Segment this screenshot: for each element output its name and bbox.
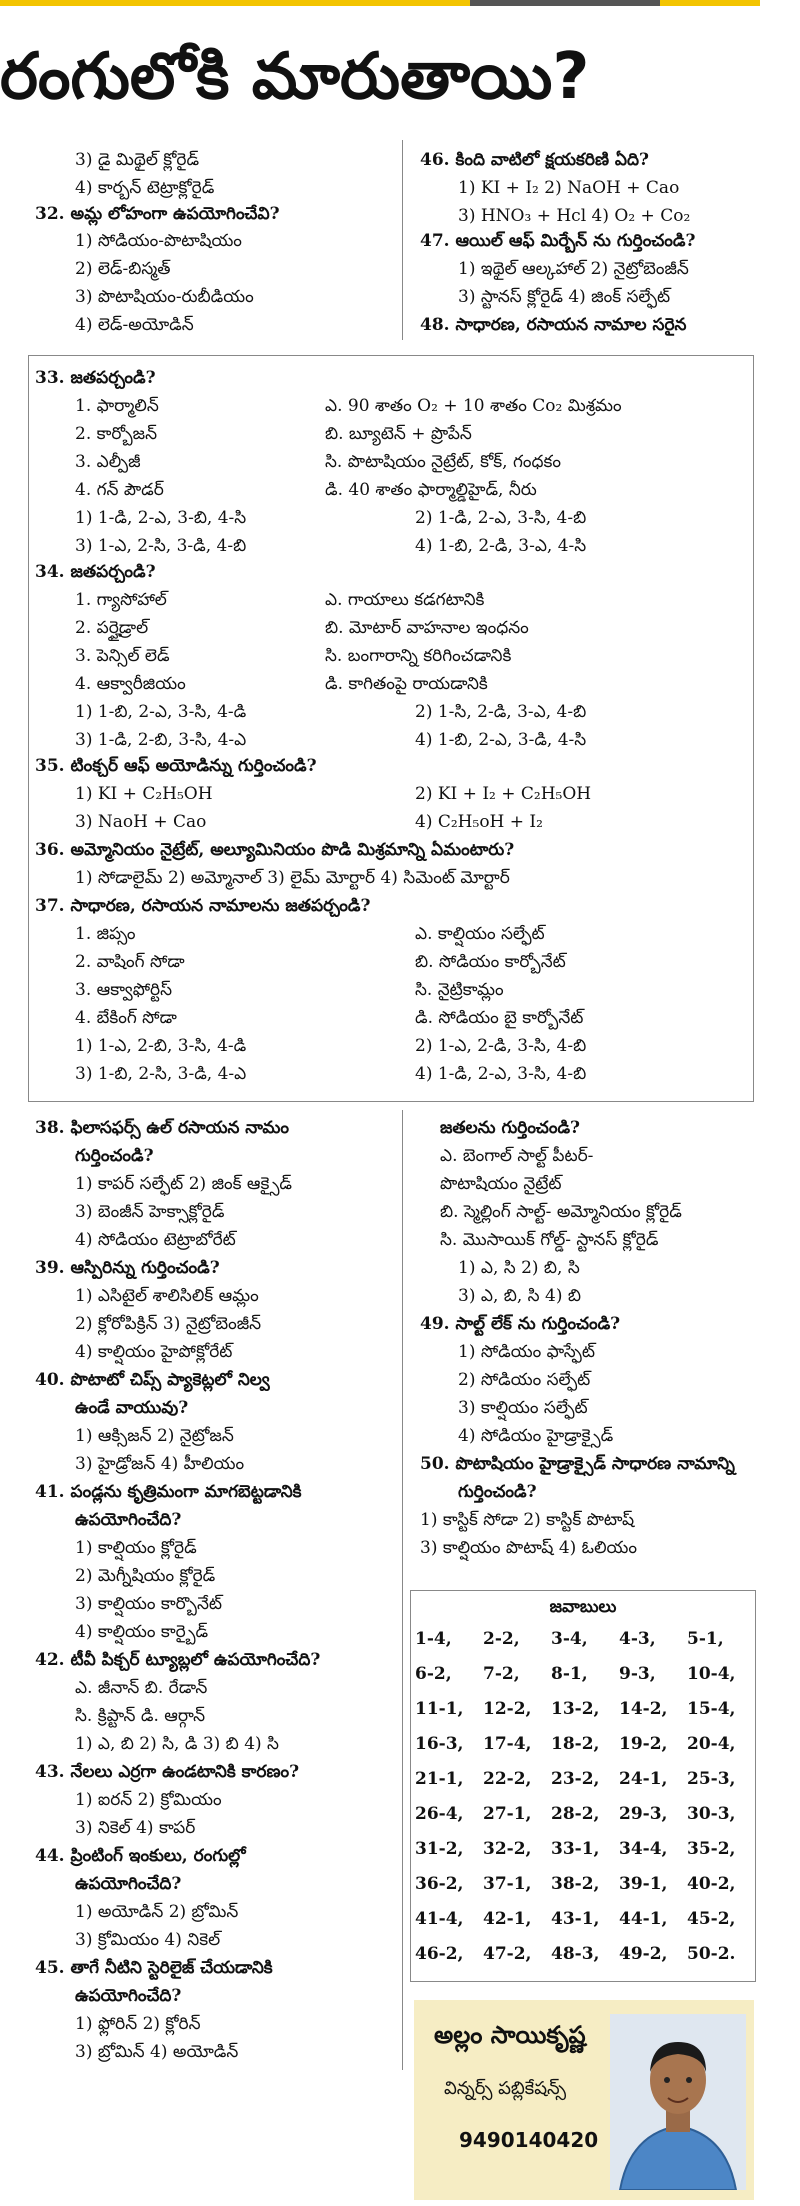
option-text: 1) కాల్షియం క్లోరైడ్	[75, 1538, 197, 1558]
question-text: 34. జతపర్చండి?	[35, 562, 156, 582]
answer-cell: 37-1,	[483, 1874, 532, 1894]
question-text: 32. అమ్ల లోహంగా ఉపయోగించేవి?	[35, 204, 280, 224]
question-text: 37. సాధారణ, రసాయన నామాలను జతపర్చండి?	[35, 896, 371, 916]
option-text: 3) కాల్షియం సల్ఫేట్	[458, 1398, 588, 1418]
answer-cell: 3-4,	[551, 1629, 588, 1649]
option-text: 3) నికెల్ 4) కాపర్	[75, 1818, 196, 1838]
option-text: సి. బంగారాన్ని కరిగించడానికి	[325, 646, 512, 666]
option-text: 1) KI + I₂ 2) NaOH + Cao	[458, 178, 680, 198]
answer-cell: 45-2,	[687, 1909, 736, 1929]
option-text: 3) బ్రోమిన్ 4) అయోడిన్	[75, 2042, 239, 2062]
answer-cell: 32-2,	[483, 1839, 532, 1859]
option-text: 3) హైడ్రోజన్ 4) హీలియం	[75, 1454, 245, 1474]
answer-cell: 30-3,	[687, 1804, 736, 1824]
answer-cell: 5-1,	[687, 1629, 724, 1649]
option-text: 3. పెన్సిల్ లెడ్	[75, 646, 170, 666]
option-text: ఎ. 90 శాతం O₂ + 10 శాతం Co₂ మిశ్రమం	[325, 396, 622, 416]
option-text: 4) కాల్షియం కార్బైడ్	[75, 1622, 209, 1642]
option-text: 2) క్లోరోపిక్రిన్ 3) నైట్రోబెంజీన్	[75, 1314, 262, 1334]
option-text: 2) 1-సి, 2-డి, 3-ఎ, 4-బి	[415, 702, 587, 722]
question-text: 49. సాల్ట్ లేక్ ను గుర్తించండి?	[420, 1314, 621, 1334]
option-text: 1) ఐరన్ 2) క్రోమియం	[75, 1790, 222, 1810]
option-text: 1) ఎసిటైల్ శాలిసిలిక్ ఆమ్లం	[75, 1286, 259, 1306]
option-text: 2) సోడియం సల్ఫేట్	[458, 1370, 591, 1390]
option-text: బి. స్మెల్లింగ్ సాల్ట్- అమ్మోనియం క్లోరైడ్	[440, 1202, 682, 1222]
option-text: 2. కార్బోజన్	[75, 424, 158, 444]
answer-cell: 6-2,	[415, 1664, 452, 1684]
option-text: పొటాషియం నైట్రేట్	[440, 1174, 562, 1194]
answer-cell: 34-4,	[619, 1839, 668, 1859]
answer-cell: 50-2.	[687, 1944, 736, 1964]
option-text: 1) 1-డి, 2-ఎ, 3-బి, 4-సి	[75, 508, 247, 528]
option-text: 3) స్టానస్ క్లోరైడ్ 4) జింక్ సల్ఫేట్	[458, 287, 671, 307]
answer-cell: 46-2,	[415, 1944, 464, 1964]
answer-cell: 18-2,	[551, 1734, 600, 1754]
answer-cell: 43-1,	[551, 1909, 600, 1929]
option-text: 4) 1-బి, 2-ఎ, 3-డి, 4-సి	[415, 730, 587, 750]
question-text: గుర్తించండి?	[458, 1482, 537, 1502]
option-text: బి. మోటార్ వాహనాల ఇంధనం	[325, 618, 529, 638]
answer-cell: 49-2,	[619, 1944, 668, 1964]
option-text: 4) C₂H₅oH + I₂	[415, 812, 543, 832]
question-text: 50. పొటాషియం హైడ్రాక్సైడ్ సాధారణ నామాన్ని	[420, 1454, 735, 1474]
option-text: 1. జిప్సం	[75, 924, 136, 944]
option-text: 1) సోడియం-పొటాషియం	[75, 231, 242, 251]
question-text: ఉపయోగించేది?	[75, 1510, 182, 1530]
answer-cell: 44-1,	[619, 1909, 668, 1929]
question-text: 41. పండ్లను కృత్రిమంగా మాగబెట్టడానికి	[35, 1482, 302, 1502]
option-text: 3. ఎల్పీజీ	[75, 452, 141, 472]
option-text: 2) 1-డి, 2-ఎ, 3-సి, 4-బి	[415, 508, 587, 528]
option-text: 2) లెడ్-బిస్మత్	[75, 259, 171, 279]
answer-cell: 17-4,	[483, 1734, 532, 1754]
option-text: 1. ఫార్మాలిన్	[75, 396, 159, 416]
option-text: 3) పొటాషియం-రుబీడియం	[75, 287, 254, 307]
answer-cell: 26-4,	[415, 1804, 464, 1824]
answer-cell: 7-2,	[483, 1664, 520, 1684]
answer-cell: 19-2,	[619, 1734, 668, 1754]
option-text: 1) సోడియం ఫాస్ఫేట్	[458, 1342, 595, 1362]
option-text: సి. క్రిప్టాన్ డి. ఆర్గాన్	[75, 1706, 206, 1726]
top-dark-bar	[470, 0, 660, 6]
option-text: 4. ఆక్వారీజియం	[75, 674, 186, 694]
answer-cell: 22-2,	[483, 1769, 532, 1789]
answer-key-title: జవాబులు	[549, 1597, 617, 1617]
option-text: డి. సోడియం బై కార్బోనేట్	[415, 1008, 584, 1028]
option-text: 3) కాల్షియం కార్బొనేట్	[75, 1594, 223, 1614]
option-text: 4. గన్ పౌడర్	[75, 480, 164, 500]
author-photo	[610, 2014, 746, 2190]
question-text: జతలను గుర్తించండి?	[440, 1118, 581, 1138]
question-text: 36. అమ్మోనియం నైట్రేట్, అల్యూమినియం పొడి మిశ్రమాన్ని ఏమంటారు?	[35, 840, 515, 860]
question-text: 43. నేలలు ఎర్రగా ఉండటానికి కారణం?	[35, 1762, 300, 1782]
option-text: 3) డై మిథైల్ క్లోరైడ్	[75, 150, 200, 170]
answer-cell: 47-2,	[483, 1944, 532, 1964]
option-text: ఎ. గాయాలు కడగటానికి	[325, 590, 485, 610]
answer-cell: 4-3,	[619, 1629, 656, 1649]
answer-cell: 16-3,	[415, 1734, 464, 1754]
answer-cell: 42-1,	[483, 1909, 532, 1929]
question-text: 39. ఆస్పిరిన్ను గుర్తించండి?	[35, 1258, 220, 1278]
option-text: 4) కాల్షియం హైపోక్లోరేట్	[75, 1342, 233, 1362]
option-text: 3) ఎ, బి, సి 4) బి	[458, 1286, 581, 1306]
answer-cell: 36-2,	[415, 1874, 464, 1894]
answer-cell: 33-1,	[551, 1839, 600, 1859]
question-text: 44. ప్రింటింగ్ ఇంకులు, రంగుల్లో	[35, 1846, 246, 1866]
option-text: 2) 1-ఎ, 2-డి, 3-సి, 4-బి	[415, 1036, 587, 1056]
column-divider-top	[402, 140, 403, 340]
question-text: 35. టింక్చర్ ఆఫ్ అయోడిన్ను గుర్తించండి?	[35, 756, 317, 776]
option-text: ఎ. బెంగాల్ సాల్ట్ పీటర్-	[440, 1146, 594, 1166]
option-text: డి. కాగితంపై రాయడానికి	[325, 674, 488, 694]
question-text: 45. తాగే నీటిని స్టెరిలైజ్ చేయడానికి	[35, 1958, 273, 1978]
option-text: 1) 1-ఎ, 2-బి, 3-సి, 4-డి	[75, 1036, 247, 1056]
option-text: 3) కాల్షియం పొటాష్ 4) ఓలియం	[420, 1538, 638, 1558]
question-text: ఉపయోగించేది?	[75, 1874, 182, 1894]
option-text: 4. బేకింగ్ సోడా	[75, 1008, 177, 1028]
option-text: 3) 1-బి, 2-సి, 3-డి, 4-ఎ	[75, 1064, 247, 1084]
option-text: ఎ. కాల్షియం సల్ఫేట్	[415, 924, 545, 944]
option-text: 4) కార్బన్ టెట్రాక్లోరైడ్	[75, 178, 215, 198]
option-text: సి. నైట్రికామ్లం	[415, 980, 504, 1000]
option-text: 2) మెగ్నీషియం క్లోరైడ్	[75, 1566, 216, 1586]
option-text: 1) కాస్టిక్ సోడా 2) కాస్టిక్ పొటాష్	[420, 1510, 635, 1530]
option-text: 3. ఆక్వాఫోర్టిస్	[75, 980, 173, 1000]
option-text: 4) సోడియం హైడ్రాక్సైడ్	[458, 1426, 614, 1446]
answer-key-box	[410, 1590, 756, 1982]
option-text: 1) అయోడిన్ 2) బ్రోమిన్	[75, 1902, 239, 1922]
option-text: 3) 1-డి, 2-బి, 3-సి, 4-ఎ	[75, 730, 247, 750]
answer-cell: 24-1,	[619, 1769, 668, 1789]
option-text: 2) KI + I₂ + C₂H₅OH	[415, 784, 592, 804]
author-name: అల్లం సాయికృష్ణ	[434, 2020, 586, 2049]
option-text: 1) ఎ, బి 2) సి, డి 3) బి 4) సి	[75, 1734, 279, 1754]
question-text: 46. కింది వాటిలో క్షయకరిణి ఏది?	[420, 150, 649, 170]
option-text: డి. 40 శాతం ఫార్మాల్డిహైడ్, నీరు	[325, 480, 537, 500]
author-card	[414, 2000, 754, 2200]
option-text: 3) క్రోమియం 4) నికెల్	[75, 1930, 221, 1950]
question-text: 42. టీవీ పిక్చర్ ట్యూబ్లలో ఉపయోగించేది?	[35, 1650, 321, 1670]
option-text: 1) ఆక్సిజన్ 2) నైట్రోజన్	[75, 1426, 234, 1446]
answer-cell: 14-2,	[619, 1699, 668, 1719]
answer-cell: 12-2,	[483, 1699, 532, 1719]
author-portrait-illustration	[610, 2014, 746, 2190]
question-text: ఉండే వాయువు?	[75, 1398, 189, 1418]
option-text: బి. బ్యూటెన్ + ప్రొపేన్	[325, 424, 472, 444]
option-text: సి. మొసాయిక్ గోల్డ్- స్టానస్ క్లోరైడ్	[440, 1230, 659, 1250]
option-text: 1) 1-బి, 2-ఎ, 3-సి, 4-డి	[75, 702, 247, 722]
option-text: 4) 1-డి, 2-ఎ, 3-సి, 4-బి	[415, 1064, 587, 1084]
question-text: 48. సాధారణ, రసాయన నామాల సరైన	[420, 315, 687, 335]
answer-cell: 21-1,	[415, 1769, 464, 1789]
answer-cell: 35-2,	[687, 1839, 736, 1859]
answer-cell: 23-2,	[551, 1769, 600, 1789]
option-text: 2. వాషింగ్ సోడా	[75, 952, 185, 972]
option-text: 4) సోడియం టెట్రాబోరేట్	[75, 1230, 236, 1250]
option-text: 1) సోడాలైమ్ 2) అమ్మోనాల్ 3) లైమ్ మోర్టార్ 4) సిమెంట్ మోర్టార్	[75, 868, 510, 888]
question-text: 38. ఫిలాసఫర్స్ ఉల్ రసాయన నామం	[35, 1118, 290, 1138]
option-text: 1) కాపర్ సల్ఫేట్ 2) జింక్ ఆక్సైడ్	[75, 1174, 293, 1194]
author-organization: విన్నర్స్ పబ్లికేషన్స్	[444, 2078, 567, 2099]
option-text: 1) KI + C₂H₅OH	[75, 784, 213, 804]
option-text: 2. పర్హైడ్రాల్	[75, 618, 149, 638]
answer-cell: 11-1,	[415, 1699, 464, 1719]
answer-cell: 20-4,	[687, 1734, 736, 1754]
question-text: ఉపయోగించేది?	[75, 1986, 182, 2006]
option-text: బి. సోడియం కార్బోనేట్	[415, 952, 566, 972]
answer-cell: 28-2,	[551, 1804, 600, 1824]
question-text: 47. ఆయిల్ ఆఫ్ మిర్బేన్ ను గుర్తించండి?	[420, 231, 696, 251]
question-text: 40. పొటాటో చిప్స్ ప్యాకెట్లలో నిల్వ	[35, 1370, 270, 1390]
answer-cell: 8-1,	[551, 1664, 588, 1684]
answer-cell: 48-3,	[551, 1944, 600, 1964]
option-text: 1. గ్యాసోహాల్	[75, 590, 167, 610]
question-text: గుర్తించండి?	[75, 1146, 154, 1166]
option-text: 3) NaoH + Cao	[75, 812, 207, 832]
answer-cell: 38-2,	[551, 1874, 600, 1894]
answer-cell: 25-3,	[687, 1769, 736, 1789]
answer-cell: 13-2,	[551, 1699, 600, 1719]
option-text: ఎ. జీనాన్ బి. రేడాన్	[75, 1678, 208, 1698]
answer-cell: 29-3,	[619, 1804, 668, 1824]
column-divider-bottom	[402, 1110, 403, 2070]
option-text: 4) లెడ్-అయోడిన్	[75, 315, 194, 335]
author-phone: 9490140420	[459, 2128, 599, 2152]
answer-cell: 27-1,	[483, 1804, 532, 1824]
option-text: 4) 1-బి, 2-డి, 3-ఎ, 4-సి	[415, 536, 587, 556]
answer-cell: 31-2,	[415, 1839, 464, 1859]
option-text: 1) ఎ, సి 2) బి, సి	[458, 1258, 580, 1278]
option-text: 3) 1-ఎ, 2-సి, 3-డి, 4-బి	[75, 536, 247, 556]
answer-cell: 39-1,	[619, 1874, 668, 1894]
answer-cell: 9-3,	[619, 1664, 656, 1684]
option-text: 3) HNO₃ + Hcl 4) O₂ + Co₂	[458, 206, 691, 226]
answer-cell: 2-2,	[483, 1629, 520, 1649]
answer-cell: 10-4,	[687, 1664, 736, 1684]
page-headline: రంగులోకి మారుతాయి?	[0, 40, 590, 114]
answer-cell: 40-2,	[687, 1874, 736, 1894]
answer-cell: 41-4,	[415, 1909, 464, 1929]
option-text: 3) బెంజీన్ హెక్సాక్లోరైడ్	[75, 1202, 225, 1222]
option-text: సి. పొటాషియం నైట్రేట్, కోక్, గంధకం	[325, 452, 562, 472]
option-text: 1) ఇథైల్ ఆల్కహాల్ 2) నైట్రోబెంజీన్	[458, 259, 689, 279]
answer-cell: 1-4,	[415, 1629, 452, 1649]
answer-cell: 15-4,	[687, 1699, 736, 1719]
option-text: 1) ఫ్లోరిన్ 2) క్లోరిన్	[75, 2014, 201, 2034]
question-text: 33. జతపర్చండి?	[35, 368, 156, 388]
